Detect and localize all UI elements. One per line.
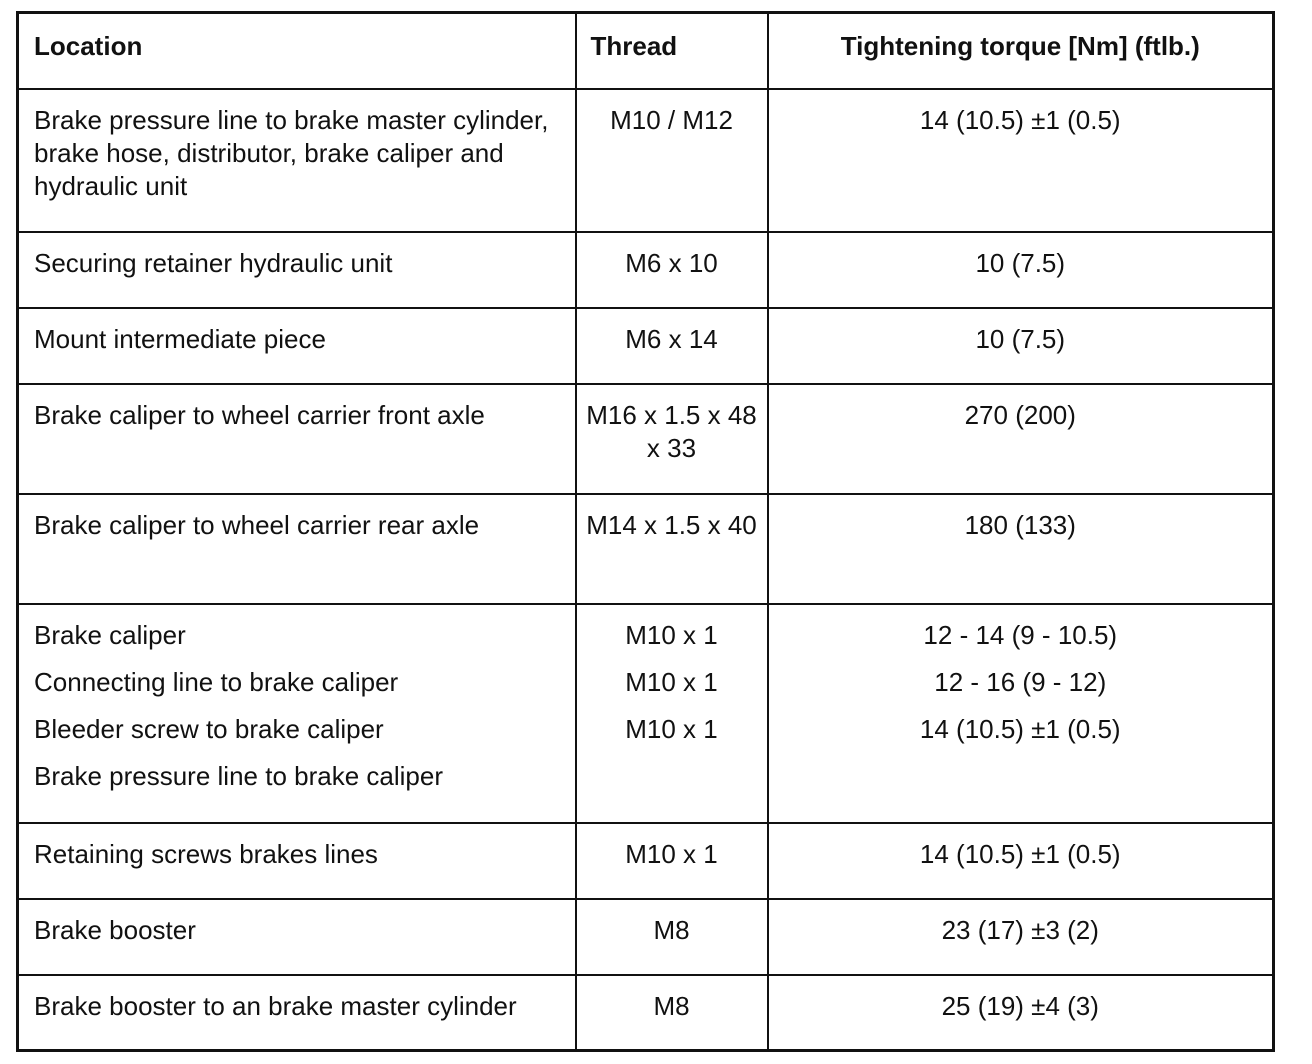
- torque-table: [16, 11, 1275, 1052]
- header-torque: Tightening torque [Nm] (ftlb.): [768, 13, 1274, 89]
- table-row: [18, 89, 1274, 232]
- cell-location: Brake booster to an brake master cylinder: [18, 975, 576, 1051]
- table-header-row: [18, 13, 1274, 89]
- cell-location-group: [18, 604, 576, 823]
- table-row: [18, 494, 1274, 604]
- cell-torque: 10 (7.5): [768, 232, 1274, 308]
- cell-thread: M10 / M12: [576, 89, 768, 232]
- cell-thread: M8: [576, 899, 768, 975]
- group-thread-line: M10 x 1: [625, 619, 718, 650]
- cell-location: Securing retainer hydraulic unit: [18, 232, 576, 308]
- table-row: [18, 823, 1274, 899]
- group-location-line: Brake caliper: [34, 619, 186, 650]
- group-thread-line: M10 x 1: [625, 666, 718, 697]
- group-thread-line: M10 x 1: [625, 713, 718, 744]
- cell-torque-group: [768, 604, 1274, 823]
- table-row: [18, 975, 1274, 1051]
- group-torque-line: 14 (10.5) ±1 (0.5): [919, 713, 1121, 744]
- table-row: [18, 899, 1274, 975]
- cell-torque: 23 (17) ±3 (2): [768, 899, 1274, 975]
- cell-thread: M14 x 1.5 x 40: [576, 494, 768, 604]
- cell-thread: M10 x 1: [576, 823, 768, 899]
- table-row-group: [18, 604, 1274, 823]
- cell-location: Brake pressure line to brake master cylinder, brake hose, distributor, brake caliper and hydraulic unit: [18, 89, 576, 232]
- cell-torque: 25 (19) ±4 (3): [768, 975, 1274, 1051]
- cell-location: Retaining screws brakes lines: [18, 823, 576, 899]
- cell-thread: M8: [576, 975, 768, 1051]
- cell-location: Brake booster: [18, 899, 576, 975]
- header-location: Location: [18, 13, 576, 89]
- table-row: [18, 308, 1274, 384]
- cell-thread: M16 x 1.5 x 48 x 33: [576, 384, 768, 494]
- cell-location: Brake caliper to wheel carrier front axle: [18, 384, 576, 494]
- cell-location: Mount intermediate piece: [18, 308, 576, 384]
- table-row: [18, 384, 1274, 494]
- cell-thread: M6 x 10: [576, 232, 768, 308]
- cell-torque: 14 (10.5) ±1 (0.5): [768, 823, 1274, 899]
- cell-thread-group: [576, 604, 768, 823]
- group-location-line: Connecting line to brake caliper: [34, 666, 399, 697]
- table-row: [18, 232, 1274, 308]
- group-torque-line: 12 - 16 (9 - 12): [934, 666, 1107, 697]
- cell-thread: M6 x 14: [576, 308, 768, 384]
- cell-torque: 14 (10.5) ±1 (0.5): [768, 89, 1274, 232]
- cell-location: Brake caliper to wheel carrier rear axle: [18, 494, 576, 604]
- group-torque-line: 12 - 14 (9 - 10.5): [923, 619, 1118, 650]
- header-thread: Thread: [576, 13, 768, 89]
- group-location-line: Bleeder screw to brake caliper: [34, 713, 384, 744]
- cell-torque: 10 (7.5): [768, 308, 1274, 384]
- cell-torque: 180 (133): [768, 494, 1274, 604]
- cell-torque: 270 (200): [768, 384, 1274, 494]
- group-location-line: Brake pressure line to brake caliper: [34, 760, 443, 791]
